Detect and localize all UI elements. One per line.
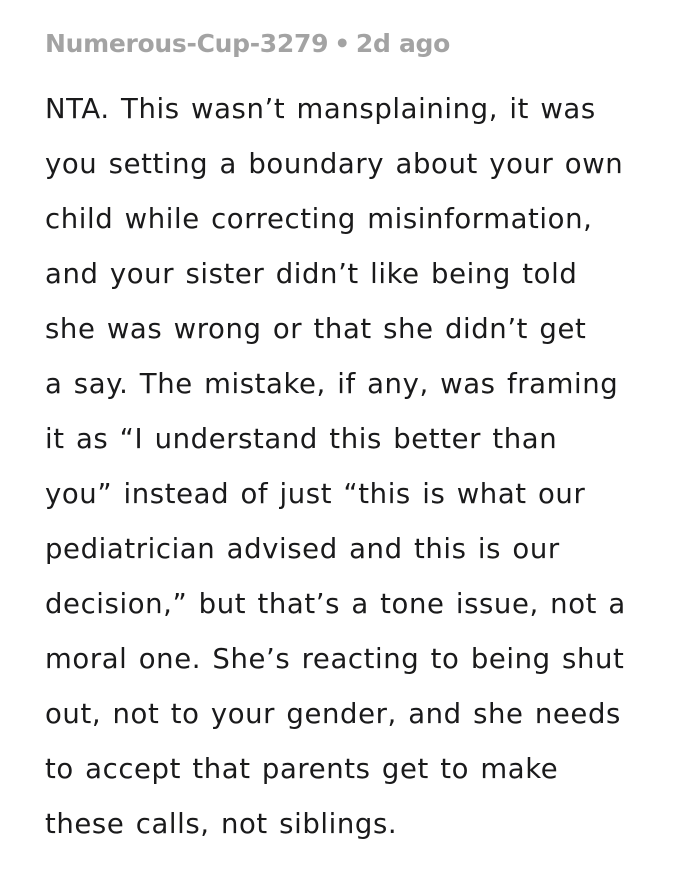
comment-line: NTA. This wasn’t mansplaining, it was xyxy=(45,93,596,125)
comment-line: she was wrong or that she didn’t get xyxy=(45,313,587,345)
comment-line: pediatrician advised and this is our xyxy=(45,533,560,565)
comment-line: a say. The mistake, if any, was framing xyxy=(45,368,619,400)
meta-separator: • xyxy=(334,29,350,58)
comment-line: decision,” but that’s a tone issue, not a xyxy=(45,588,626,620)
comment-author[interactable]: Numerous-Cup-3279 xyxy=(45,29,329,58)
comment-line: to accept that parents get to make xyxy=(45,753,559,785)
comment-meta xyxy=(45,22,655,66)
comment-line: you setting a boundary about your own xyxy=(45,148,624,180)
comment-body xyxy=(45,82,655,852)
comment-age: 2d ago xyxy=(355,29,451,58)
comment-line: it as “I understand this better than xyxy=(45,423,558,455)
comment-line: out, not to your gender, and she needs xyxy=(45,698,621,730)
comment-line: moral one. She’s reacting to being shut xyxy=(45,643,625,675)
comment-line: these calls, not siblings. xyxy=(45,808,398,840)
comment-line: you” instead of just “this is what our xyxy=(45,478,586,510)
comment-line: and your sister didn’t like being told xyxy=(45,258,578,290)
comment xyxy=(45,22,655,852)
comment-line: child while correcting misinformation, xyxy=(45,203,593,235)
